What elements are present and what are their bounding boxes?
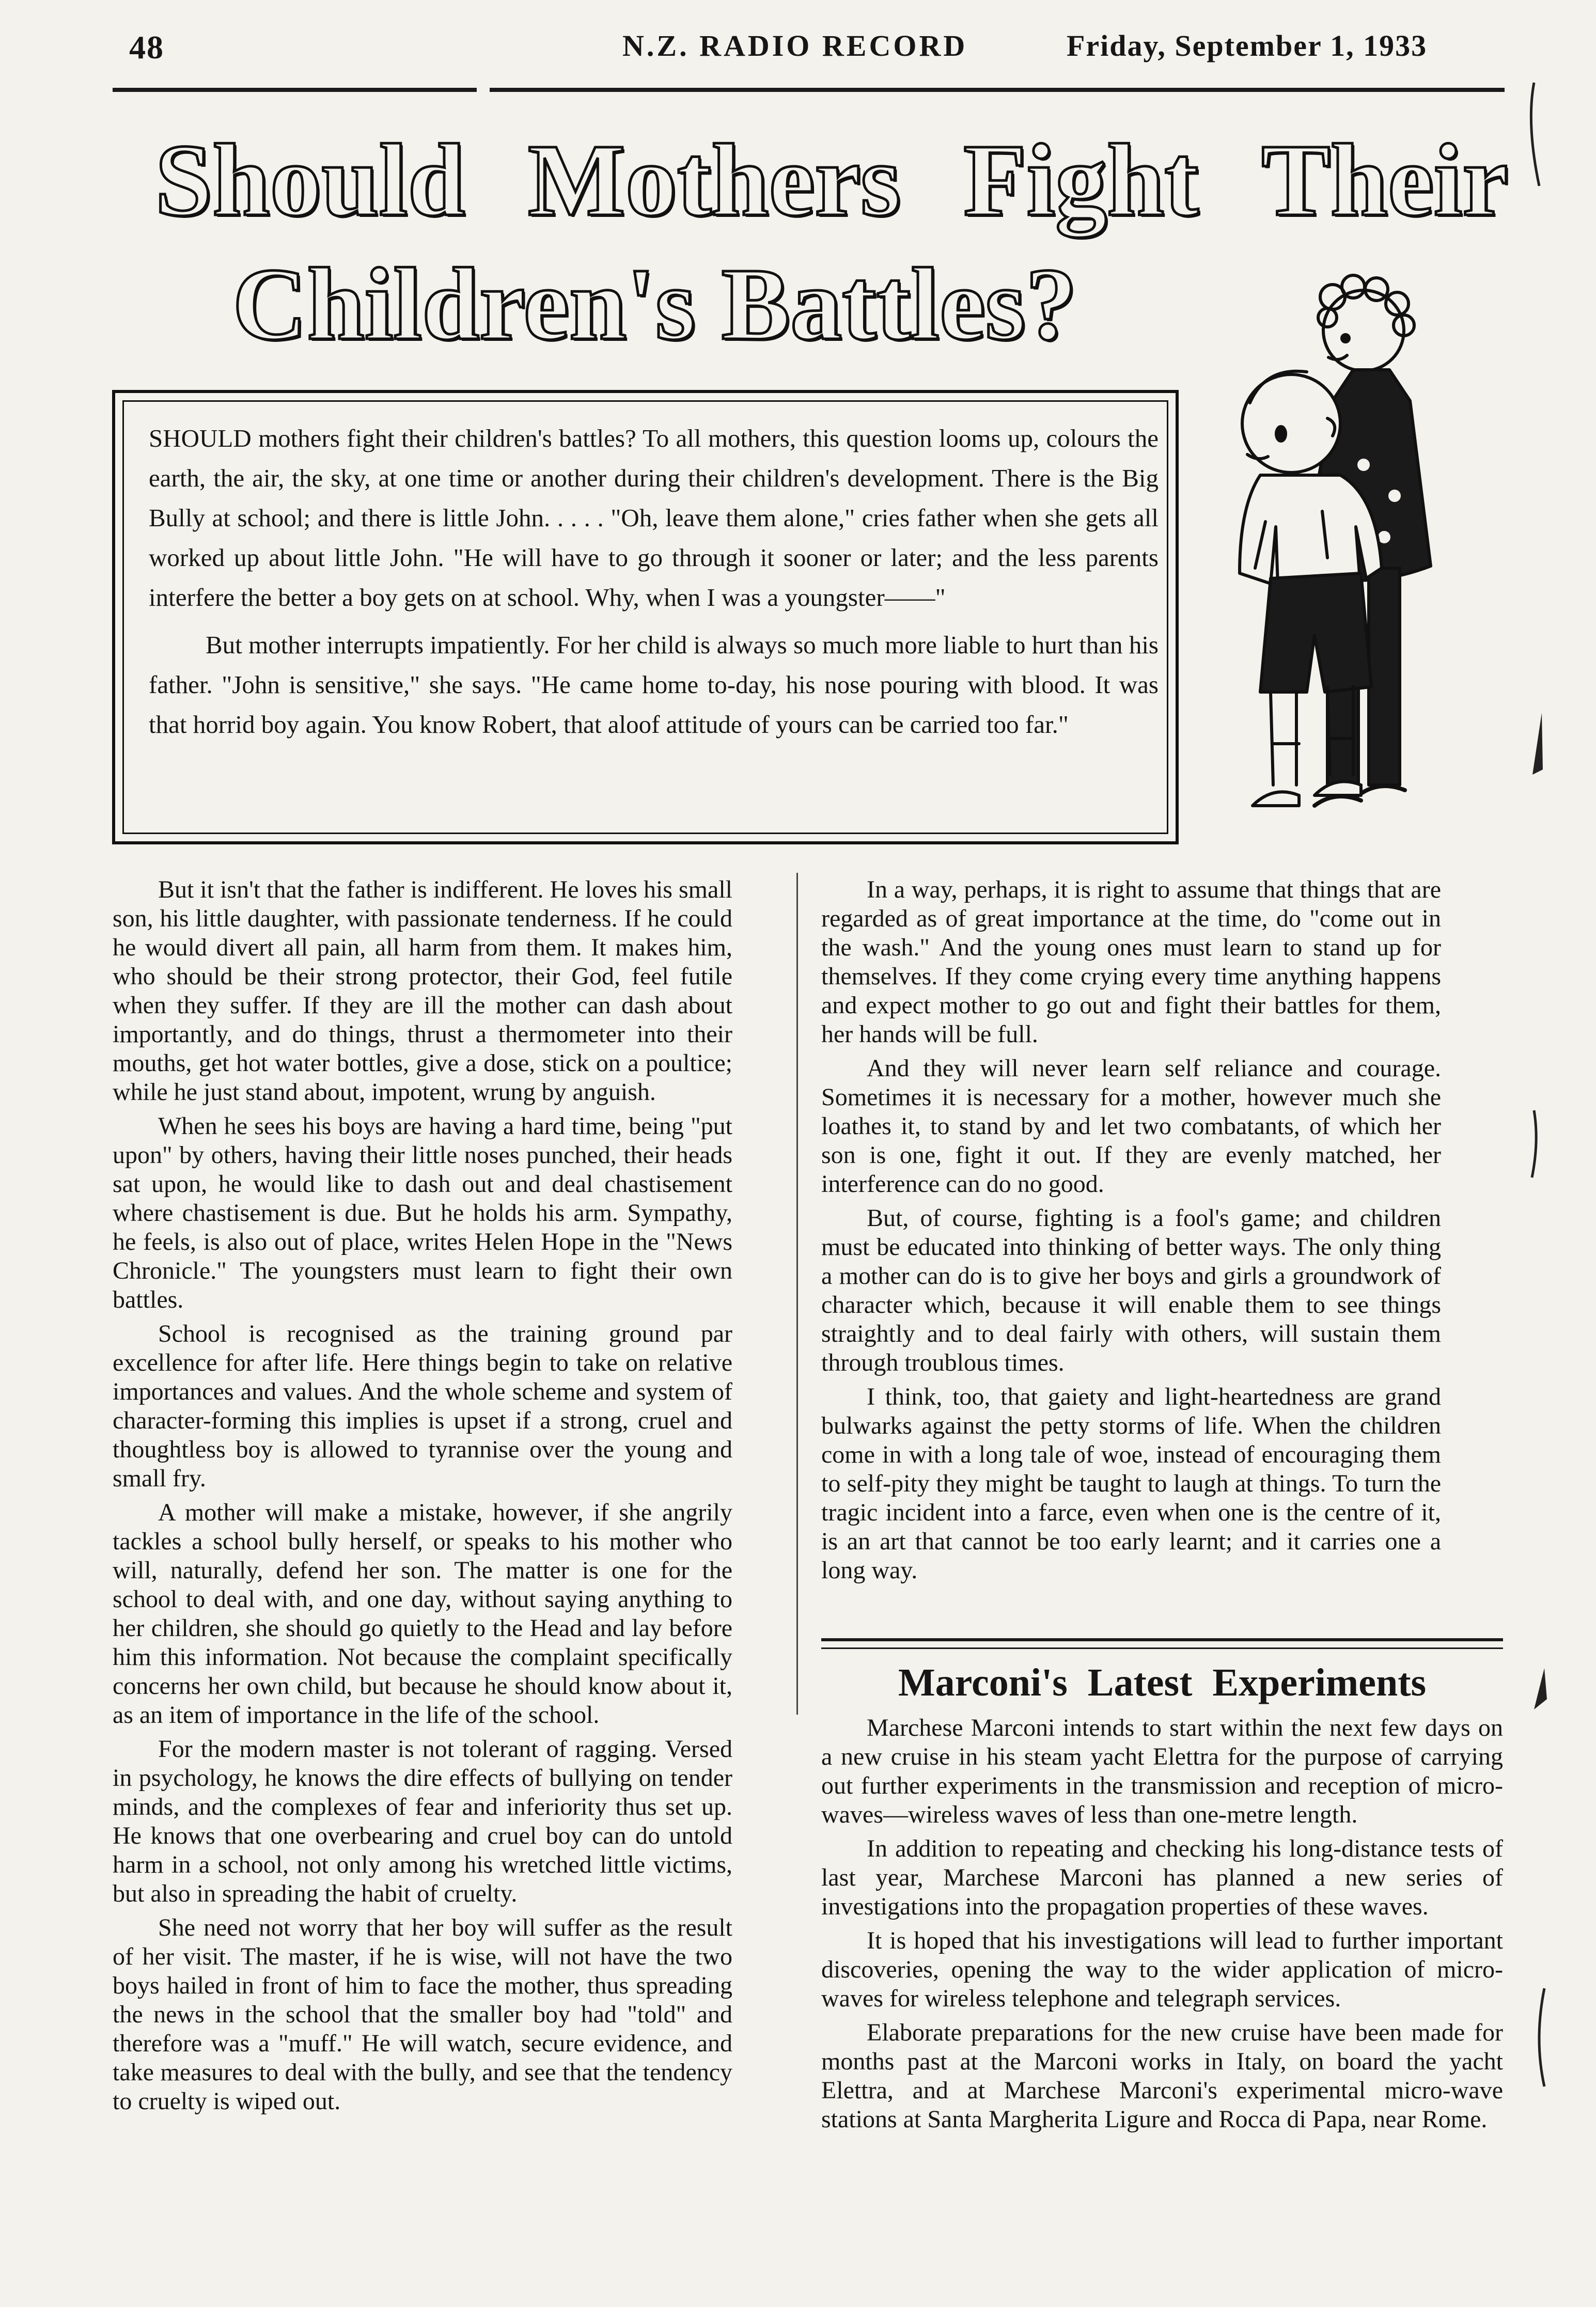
lead-paragraph: But mother interrupts impatiently. For her child is always so much more liable to hurt than his father. "John is sensitive," she says. "He came home to-day, his nose pouring with blood. It was that horrid boy again. You know Robert, that aloof attitude of yours can be carried too far." bbox=[149, 631, 1159, 739]
body-paragraph: And they will never learn self reliance and courage. Sometimes it is necessary for a mother, however much she loathes it, to stand by and let two combatants, of which her son is one, fight it out. If they are evenly matched, her interference can do no good. bbox=[821, 1055, 1441, 1198]
header-rule-left bbox=[113, 88, 477, 92]
left-column bbox=[113, 875, 732, 2121]
marconi-rule-thin bbox=[821, 1647, 1503, 1649]
marconi-article bbox=[821, 1714, 1503, 2139]
publication-title: N.Z. RADIO RECORD bbox=[622, 29, 968, 62]
body-paragraph: In a way, perhaps, it is right to assume that things that are regarded as of great importance at the time, do "come out in the wash." And the young ones must learn to stand up for themselves. If they come crying every time anything happens and expect mother to go out and fight their battles for them, her hands will be full. bbox=[821, 876, 1441, 1048]
body-paragraph: When he sees his boys are having a hard time, being "put upon" by others, having their little noses punched, their heads sat upon, he would like to dash out and deal chastisement where chastisement is due. But he holds his arm. Sympathy, he feels, is also out of place, writes Helen Hope in the "News Chronicle." The youngsters must learn to fight their own battles. bbox=[113, 1112, 732, 1313]
header-rule-right bbox=[490, 88, 1505, 92]
lead-text bbox=[149, 418, 1159, 752]
body-paragraph: For the modern master is not tolerant of ragging. Versed in psychology, he knows the dire effects of bullying on tender minds, and the complexes of fear and inferiority thus set up. He knows that one overbearing and cruel boy can do untold harm in a school, not only among his wretched little victims, but also in spreading the habit of cruelty. bbox=[113, 1735, 732, 1907]
lead-paragraph: SHOULD mothers fight their children's battles? To all mothers, this question looms up, colours the earth, the air, the sky, at one time or another during their children's development. There is the Big Bully at school; and there is little John. . . . . "Oh, leave them alone," cries father when she gets all worked up about little John. "He will have to go through it sooner or later; and the less parents interfere the better a boy gets on at school. Why, when I was a youngster——" bbox=[149, 424, 1159, 611]
headline-word: Fight bbox=[963, 123, 1199, 238]
marconi-heading: Marconi's Latest Experiments bbox=[898, 1661, 1427, 1704]
body-paragraph: School is recognised as the training ground par excellence for after life. Here things begin to take on relative importances and values. And the whole scheme and system of character-forming this implies is upset if a strong, cruel and thoughtless boy is allowed to tyrannise over the young and small fry. bbox=[113, 1320, 732, 1492]
headline-word: Their bbox=[1261, 123, 1508, 238]
headline-word: Should bbox=[155, 123, 465, 238]
headline-line-2: Children's Battles? bbox=[232, 247, 1077, 362]
issue-date: Friday, September 1, 1933 bbox=[1067, 29, 1428, 62]
marconi-paragraph: In addition to repeating and checking his long-distance tests of last year, Marchese Marconi has planned a new series of investigations into the propagation properties of these waves. bbox=[821, 1835, 1503, 1920]
body-paragraph: A mother will make a mistake, however, if she angrily tackles a school bully herself, or speaks to his mother who will, naturally, defend her son. The matter is one for the school to deal with, and one day, without saying anything to her children, she should go quietly to the Head and lay before him this information. Not because the complaint specifically concerns her own child, but because he should know about it, as an item of importance in the life of the school. bbox=[113, 1499, 732, 1729]
body-paragraph: But it isn't that the father is indifferent. He loves his small son, his little daughter, with passionate tenderness. If he could he would divert all pain, all harm from them. It makes him, who should be their strong protector, their God, feel futile when they suffer. If they are ill the mother can dash about importantly, and do things, thrust a thermometer into their mouths, get hot water bottles, give a dose, stick on a poultice; while he just stand about, impotent, wrung by anguish. bbox=[113, 876, 732, 1106]
marconi-paragraph: Elaborate preparations for the new cruise have been made for months past at the Marconi works in Italy, on board the yacht Elettra, and at Marchese Marconi's experimental micro-wave stations at Santa Margherita Ligure and Rocca di Papa, near Rome. bbox=[821, 2019, 1503, 2133]
right-column bbox=[821, 875, 1441, 1590]
body-paragraph: I think, too, that gaiety and light-heartedness are grand bulwarks against the petty storms of life. When the children come in with a long tale of woe, instead of encouraging them to self-pity they might be taught to laugh at things. To turn the tragic incident into a farce, even when one is the centre of it, is an art that cannot be too early learnt; and it carries one a long way. bbox=[821, 1383, 1441, 1584]
page-number: 48 bbox=[129, 29, 164, 66]
children-illustration bbox=[1198, 248, 1488, 847]
headline-word: Mothers bbox=[527, 123, 901, 238]
marconi-rule-thick bbox=[821, 1638, 1503, 1641]
body-paragraph: But, of course, fighting is a fool's game; and children must be educated into thinking of better ways. The only thing a mother can do is to give her boys and girls a groundwork of character which, because it will enable them to see things straightly and to deal fairly with others, will sustain them through troublous times. bbox=[821, 1204, 1441, 1376]
margin-marks bbox=[1513, 77, 1586, 2143]
marconi-paragraph: Marchese Marconi intends to start within the next few days on a new cruise in his steam yacht Elettra for the purpose of carrying out further experiments in the transmission and reception of micro-waves—wireless waves of less than one-metre length. bbox=[821, 1714, 1503, 1828]
body-paragraph: She need not worry that her boy will suffer as the result of her visit. The master, if he is wise, will not have the two boys hailed in front of him to face the mother, thus spreading the news in the school that the smaller boy had "told" and therefore was a "muff." He will watch, secure evidence, and take measures to deal with the bully, and see that the tendency to cruelty is wiped out. bbox=[113, 1914, 732, 2115]
marconi-paragraph: It is hoped that his investigations will lead to further important discoveries, opening the way to the wider application of micro-waves for wireless telephone and telegraph services. bbox=[821, 1927, 1503, 2012]
column-separator bbox=[796, 873, 798, 1715]
